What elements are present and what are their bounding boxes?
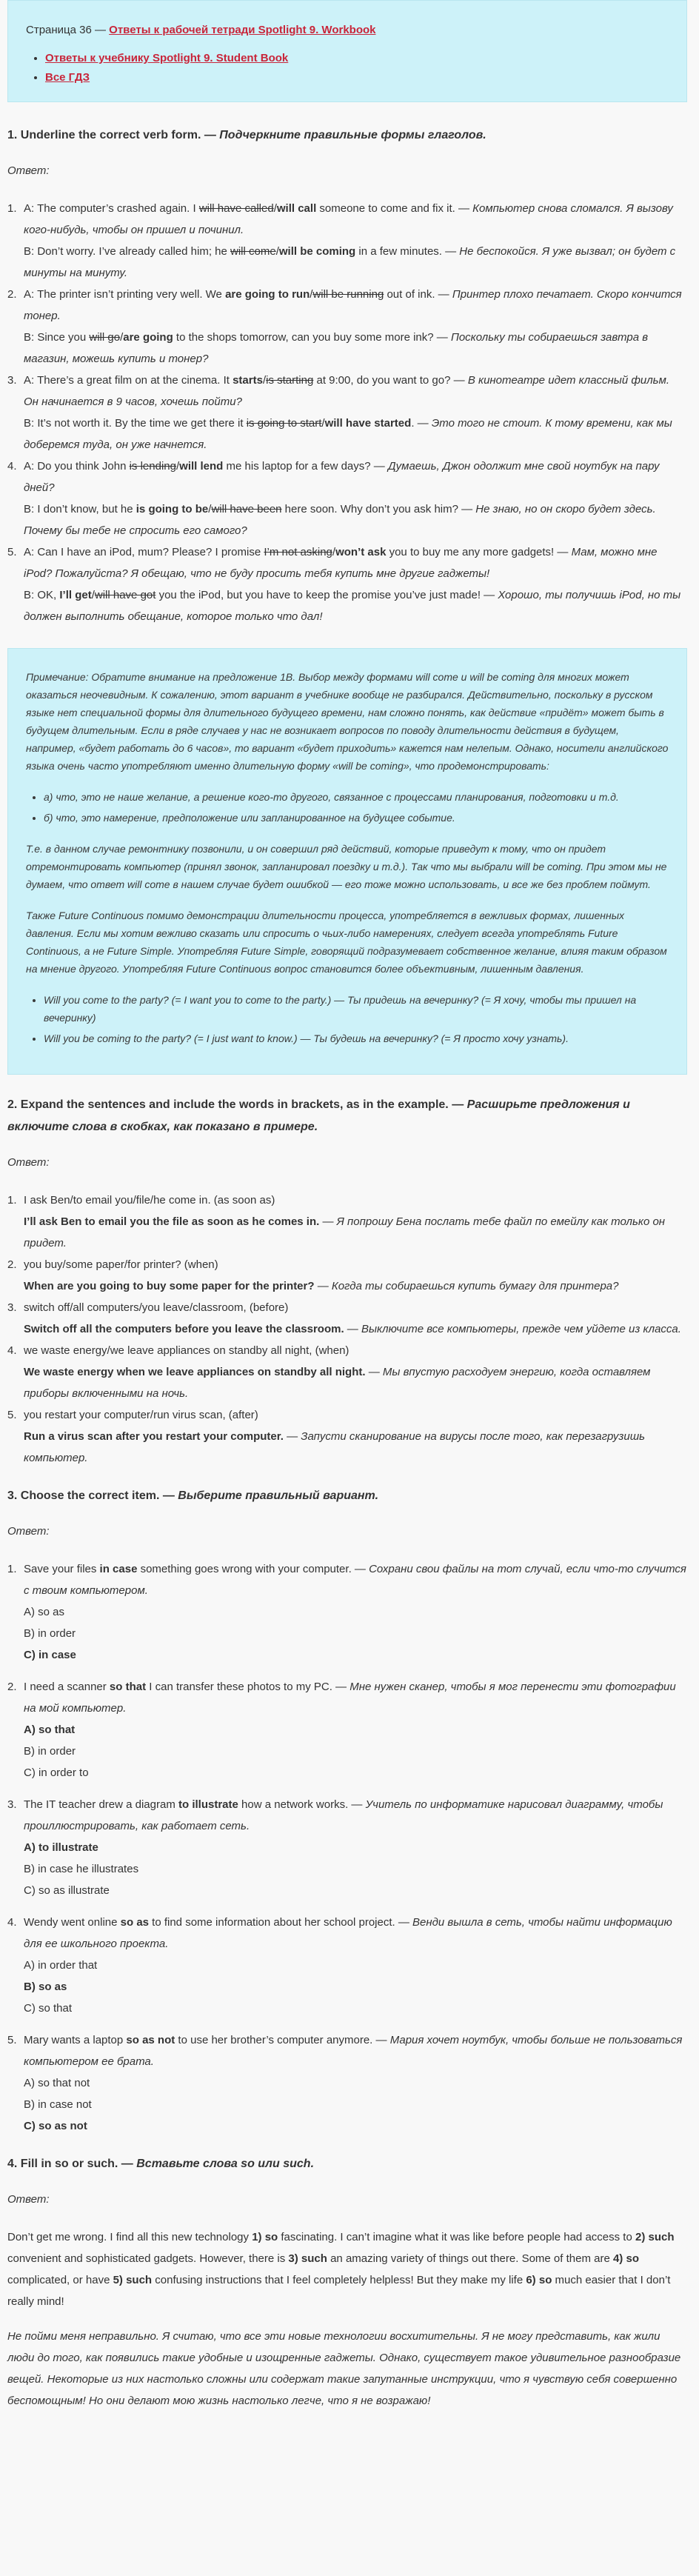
struck-option: is starting	[266, 374, 314, 387]
text-run: B: Since you	[24, 331, 90, 344]
answer-line	[24, 1211, 687, 1254]
exercise-1	[7, 124, 687, 627]
translation: Компьютер снова сломался. Я вызову кого-нибудь, чтобы он пришел и починил.	[24, 202, 673, 236]
answer-label: Ответ:	[7, 164, 50, 177]
student-book-link[interactable]: Ответы к учебнику Spotlight 9. Student Book	[45, 52, 289, 64]
note-list	[26, 788, 669, 827]
translation: Я попрошу Бена послать тебе файл по емейлу как только он придет.	[24, 1215, 666, 1249]
text-run: /	[332, 546, 336, 558]
page-prefix: Страница 36 —	[26, 24, 110, 36]
breadcrumb	[26, 21, 669, 39]
list-item	[7, 1404, 687, 1469]
correct-answer: so that	[109, 1681, 147, 1693]
list-item: • а) что, это не наше желание, а решение кого-то другого, связанное с процессами планирования, подготовки и т.д.	[44, 788, 669, 806]
item-number: 2.	[7, 1681, 17, 1693]
item-number: 4.	[7, 1344, 17, 1357]
answer-line	[24, 1361, 687, 1404]
struck-option: will come	[230, 245, 276, 258]
list-item	[7, 1254, 687, 1297]
translation: Хорошо, ты получишь iPod, но ты должен выполнить обещание, которое только что дал!	[24, 589, 681, 623]
exercise-title-en: 2. Expand the sentences and include the words in brackets, as in the example.	[7, 1098, 449, 1111]
text-run: Mary wants a laptop	[24, 2034, 127, 2046]
correct-answer: 6) so	[526, 2274, 552, 2286]
correct-option: B) so as	[24, 1981, 67, 1993]
exercise-2-title: 2. Expand the sentences and include the words in brackets, as in the example. — Расширьте предложения и включите слова в скобках, как показано в примере.	[7, 1098, 630, 1133]
list-item	[7, 456, 687, 541]
correct-answer: I’ll get	[59, 589, 92, 601]
exercise-2-list	[7, 1189, 687, 1469]
dialogue-line-a	[24, 198, 687, 241]
exercise-1-list	[7, 198, 687, 627]
list-item	[7, 284, 687, 370]
exercise-1-title: 1. Underline the correct verb form. — Подчеркните правильные формы глаголов.	[7, 129, 486, 141]
exercise-4-text	[7, 2226, 687, 2312]
list-item	[45, 69, 669, 87]
correct-answer: 5) such	[113, 2274, 153, 2286]
prompt-text: switch off/all computers/you leave/classroom, (before)	[24, 1301, 289, 1314]
text-run: A: The computer’s crashed again. I	[24, 202, 199, 215]
struck-option: will have been	[211, 503, 282, 515]
text-run: Wendy went online	[24, 1916, 121, 1929]
correct-option: A) to illustrate	[24, 1841, 98, 1854]
exercise-title-ru: Подчеркните правильные формы глаголов.	[219, 129, 486, 141]
translation: Запусти сканирование на вирусы после того, как перезагрузишь компьютер.	[24, 1430, 646, 1464]
text-run: A: There’s a great film on at the cinema. It	[24, 374, 233, 387]
text-run: A: Can I have an iPod, mum? Please? I promise	[24, 546, 264, 558]
translation: Мы впустую расходуем энергию, когда оставляем приборы включенными на ночь.	[24, 1366, 651, 1400]
answer-option: A) so that not	[24, 2077, 90, 2089]
dialogue-line-b	[24, 584, 687, 627]
translation: Учитель по информатике нарисовал диаграмму, чтобы проиллюстрировать, как работает сеть.	[24, 1798, 663, 1832]
answer-label: Ответ:	[7, 1156, 50, 1169]
list-item: • Will you be coming to the party? (= I just want to know.) — Ты будешь на вечеринку? (= Я просто хочу узнать).	[44, 1030, 669, 1047]
exercise-3-title: 3. Choose the correct item. — Выберите правильный вариант.	[7, 1489, 379, 1502]
text-run: at 9:00, do you want to go? —	[313, 374, 468, 387]
list-item	[7, 1794, 687, 1901]
answer-option: C) so as illustrate	[24, 1884, 110, 1897]
text-run: B: OK,	[24, 589, 60, 601]
note-examples-list	[26, 991, 669, 1047]
dialogue-line-a	[24, 370, 687, 413]
list-item: • б) что, это намерение, предположение или запланированное на будущее событие.	[44, 809, 669, 827]
question-text	[24, 1794, 687, 1837]
item-number: 3.	[7, 1301, 17, 1314]
prompt-text: I ask Ben/to email you/file/he come in. (as soon as)	[24, 1194, 275, 1207]
exercise-title-en: 1. Underline the correct verb form.	[7, 129, 201, 141]
text-run: /	[262, 374, 267, 387]
text-run: B: I don’t know, but he	[24, 503, 136, 515]
all-gdz-link[interactable]: Все ГДЗ	[45, 71, 90, 84]
item-number: 4.	[7, 460, 17, 473]
list-item: • Will you come to the party? (= I want you to come to the party.) — Ты придешь на вечеринку? (= Я хочу, чтобы ты пришел на вечеринку)	[44, 991, 669, 1027]
list-item	[7, 2029, 687, 2137]
text-run: I can transfer these photos to my PC. —	[146, 1681, 350, 1693]
list-item	[7, 1297, 687, 1340]
struck-option: I’m not asking	[264, 546, 332, 558]
answer-option: C) so that	[24, 2002, 73, 2015]
correct-answer: Switch off all the computers before you leave the classroom.	[24, 1323, 344, 1335]
correct-answer: won’t ask	[335, 546, 387, 558]
translation: Не знаю, но он скоро будет здесь. Почему бы тебе не спросить его самого?	[24, 503, 656, 537]
text-run: I need a scanner	[24, 1681, 110, 1693]
correct-answer: We waste energy when we leave appliances on standby all night.	[24, 1366, 366, 1378]
text-run: /	[321, 417, 325, 430]
translation: В кинотеатре идет классный фильм. Он начинается в 9 часов, хочешь пойти?	[24, 374, 670, 408]
correct-answer: to illustrate	[178, 1798, 238, 1811]
dialogue-line-b	[24, 327, 687, 370]
translation: Венди вышла в сеть, чтобы найти информацию для ее школьного проекта.	[24, 1916, 672, 1950]
text-run: /	[310, 288, 313, 301]
answer-option: B) in case he illustrates	[24, 1863, 139, 1875]
text-run: complicated, or have	[7, 2274, 113, 2286]
list-item	[7, 198, 687, 284]
text-run: something goes wrong with your computer. —	[137, 1563, 369, 1575]
text-run: Don’t get me wrong. I find all this new technology	[7, 2231, 252, 2243]
struck-option: will have got	[94, 589, 156, 601]
correct-option: C) in case	[24, 1649, 76, 1661]
text-run: in a few minutes. —	[355, 245, 460, 258]
translation: Поскольку ты собираешься завтра в магазин, можешь купить и тонер?	[24, 331, 649, 365]
dialogue-line-b	[24, 498, 687, 541]
related-links	[26, 50, 669, 87]
note-paragraph: Примечание: Обратите внимание на предложение 1B. Выбор между формами will come и will be coming для многих может оказаться неочевидным. К сожалению, этот вариант в учебнике вообще не разбирался. Действительно, поскольку в русском языке нет специальной формы для длительного будущего времени, нам сложно понять, как действие «придёт» может быть в будущем длительным. Если в рядe случаев у нас не возникает вопросов по поводу длительности действия в будущем, например, «будет работать до 6 часов», то вариант «будет приходить» кажется нам нелепым. Однако, носители английского языка очень часто употребляют именно длительную форму «will be coming», что продемонстрировать:	[26, 671, 669, 772]
question-text	[24, 2029, 687, 2072]
item-number: 3.	[7, 1798, 17, 1811]
answer-option: A) in order that	[24, 1959, 98, 1972]
correct-answer: 1) so	[252, 2231, 278, 2243]
item-number: 1.	[7, 202, 17, 215]
correct-answer: will lend	[179, 460, 224, 473]
answer-option: C) in order to	[24, 1766, 89, 1779]
correct-answer: so as not	[126, 2034, 175, 2046]
text-run: /	[273, 202, 277, 215]
text-run: to use her brother’s computer anymore. —	[175, 2034, 390, 2046]
list-item	[7, 1340, 687, 1404]
note-paragraph: Т.е. в данном случае ремонтнику позвонили, и он совершил ряд действий, которые приведут к тому, что он придет отремонтировать компьютер (принял звонок, запланировал поездку и т.д.). Так что мы выбрали will be coming. При этом мы не думаем, что ответ will come в нашем случае будет ошибкой — его тоже можно использовать, и все же без проблем поймут.	[26, 843, 667, 890]
struck-option: will go	[89, 331, 121, 344]
text-run: —	[283, 1430, 301, 1443]
answer-label: Ответ:	[7, 1525, 50, 1538]
correct-answer: will call	[276, 202, 317, 215]
list-item	[7, 370, 687, 456]
translation: Сохрани свои файлы на тот случай, если что-то случится с твоим компьютером.	[24, 1563, 686, 1597]
translation: Принтер плохо печатает. Скоро кончится тонер.	[24, 288, 682, 322]
text-run: out of ink. —	[384, 288, 452, 301]
answer-label: Ответ:	[7, 2193, 50, 2206]
item-number: 1.	[7, 1563, 17, 1575]
prompt-text: you buy/some paper/for printer? (when)	[24, 1258, 218, 1271]
correct-answer: 4) so	[612, 2252, 639, 2265]
text-run: how a network works. —	[238, 1798, 366, 1811]
text-run: much easier that I don’t really mind!	[7, 2274, 671, 2308]
question-text	[24, 1912, 687, 1955]
exercise-4-translation: Не пойми меня неправильно. Я считаю, что все эти новые технологии восхитительны. Я не могу представить, как жили люди до того, как появились такие удобные и изощренные гаджеты. Однако, существует такое удивительное разнообразие вещей. Некоторые из них настолько сложны или содержат такие запутанные инструкции, что я чувствую себя совершенно беспомощным! Но они делают мою жизнь настолько легче, что я не возражаю!	[7, 2330, 681, 2407]
answer-option: B) in order	[24, 1627, 76, 1640]
correct-option: C) so as not	[24, 2120, 87, 2132]
exercise-title-en: 3. Choose the correct item.	[7, 1489, 160, 1502]
note-paragraph: Также Future Continuous помимо демонстрации длительности процесса, употребляется в вежливых формах, лишенных давления. Если мы хотим вежливо сказать или спросить о чьих-либо намерениях, следует всегда употреблять Future Continuous, а не Future Simple. Употребляя Future Simple, говорящий подразумевает собственное желание, влияя таким образом на мнение другого. Употребляя Future Continuous вопрос становится более объективным, лишенным давления.	[26, 910, 667, 975]
text-run: to the shops tomorrow, can you buy some more ink? —	[173, 331, 451, 344]
text-run: an amazing variety of things out there. Some of them are	[327, 2252, 613, 2265]
breadcrumb-box	[7, 0, 687, 102]
translation: Это того не стоит. К тому времени, как мы доберемся туда, он уже начнется.	[24, 417, 672, 451]
text-run: B: Don’t worry. I’ve already called him; he	[24, 245, 231, 258]
prompt-text: we waste energy/we leave appliances on standby all night, (when)	[24, 1344, 350, 1357]
item-number: 5.	[7, 2034, 17, 2046]
text-run: —	[319, 1215, 337, 1228]
list-item	[7, 1189, 687, 1254]
answer-option: B) in order	[24, 1745, 76, 1758]
list-item	[7, 1558, 687, 1666]
list-item	[7, 1912, 687, 2019]
dialogue-line-a	[24, 284, 687, 327]
correct-answer: starts	[233, 374, 263, 387]
correct-answer: 2) such	[635, 2231, 675, 2243]
item-number: 5.	[7, 546, 17, 558]
text-run: /	[275, 245, 279, 258]
text-run: /	[120, 331, 124, 344]
correct-answer: When are you going to buy some paper for the printer?	[24, 1280, 315, 1292]
answer-line	[24, 1318, 687, 1340]
item-number: 4.	[7, 1916, 17, 1929]
correct-answer: will have started	[324, 417, 412, 430]
correct-answer: so as	[120, 1916, 149, 1929]
text-run: confusing instructions that I feel completely helpless! But they make my life	[152, 2274, 526, 2286]
correct-answer: is going to be	[136, 503, 209, 515]
text-run: A: The printer isn’t printing very well. We	[24, 288, 226, 301]
prompt-text: you restart your computer/run virus scan, (after)	[24, 1409, 258, 1421]
text-run: A: Do you think John	[24, 460, 130, 473]
question-text	[24, 1676, 687, 1719]
exercise-4	[7, 2153, 687, 2412]
text-run: fascinating. I can’t imagine what it was like before people had access to	[278, 2231, 635, 2243]
item-number: 2.	[7, 288, 17, 301]
translation: Когда ты собираешься купить бумагу для принтера?	[331, 1280, 619, 1292]
text-run: —	[365, 1366, 383, 1378]
correct-answer: in case	[99, 1563, 138, 1575]
correct-answer: are going	[123, 331, 173, 344]
list-item	[7, 1676, 687, 1783]
translation: Мам, можно мне iPod? Пожалуйста? Я обещаю, что не буду просить тебя купить мне другие гаджеты!	[24, 546, 658, 580]
translation: Думаешь, Джон одолжит мне свой ноутбук на пару дней?	[24, 460, 660, 494]
struck-option: is lending	[129, 460, 176, 473]
dialogue-line-b	[24, 413, 687, 456]
item-number: 2.	[7, 1258, 17, 1271]
exercise-title-en: 4. Fill in so or such.	[7, 2158, 118, 2170]
exercise-4-title: 4. Fill in so or such. — Вставьте слова so или such.	[7, 2158, 315, 2170]
text-run: Save your files	[24, 1563, 100, 1575]
answer-line	[24, 1275, 687, 1297]
correct-answer: are going to run	[225, 288, 310, 301]
list-item	[7, 541, 687, 627]
text-run: /	[91, 589, 95, 601]
text-run: here soon. Why don’t you ask him? —	[281, 503, 476, 515]
answer-option: B) in case not	[24, 2098, 92, 2111]
text-run: . —	[411, 417, 432, 430]
text-run: to find some information about her school project. —	[149, 1916, 413, 1929]
translation: Мне нужен сканер, чтобы я мог перенести эти фотографии на мой компьютер.	[24, 1681, 676, 1715]
workbook-link[interactable]: Ответы к рабочей тетради Spotlight 9. Workbook	[109, 24, 376, 36]
text-run: —	[344, 1323, 361, 1335]
correct-answer: Run a virus scan after you restart your computer.	[24, 1430, 284, 1443]
item-number: 5.	[7, 1409, 17, 1421]
text-run: someone to come and fix it. —	[316, 202, 473, 215]
text-run: you to buy me any more gadgets! —	[386, 546, 572, 558]
exercise-3-list	[7, 1558, 687, 2137]
correct-option: A) so that	[24, 1724, 76, 1736]
text-run: —	[314, 1280, 332, 1292]
struck-option: will have called	[198, 202, 274, 215]
text-run: The IT teacher drew a diagram	[24, 1798, 178, 1811]
list-item	[45, 50, 669, 67]
exercise-3	[7, 1485, 687, 2137]
correct-answer: I’ll ask Ben to email you the file as soon as he comes in.	[24, 1215, 320, 1228]
answer-option: A) so as	[24, 1606, 65, 1618]
dialogue-line-b	[24, 241, 687, 284]
dialogue-line-a	[24, 541, 687, 584]
dialogue-line-a	[24, 456, 687, 498]
correct-answer: will be coming	[278, 245, 356, 258]
text-run: /	[208, 503, 212, 515]
question-text	[24, 1558, 687, 1601]
text-run: B: It’s not worth it. By the time we get there it	[24, 417, 247, 430]
text-run: me his laptop for a few days? —	[223, 460, 388, 473]
exercise-title-ru: Выберите правильный вариант.	[178, 1489, 379, 1502]
exercise-title-ru: Расширьте предложения и включите слова в скобках, как показано в примере.	[7, 1098, 630, 1133]
note-box	[7, 648, 687, 1075]
struck-option: will be running	[312, 288, 384, 301]
translation: Мария хочет ноутбук, чтобы больше не пользоваться компьютером ее брата.	[24, 2034, 683, 2068]
translation: Выключите все компьютеры, прежде чем уйдете из класса.	[361, 1323, 681, 1335]
item-number: 3.	[7, 374, 17, 387]
exercise-title-ru: Вставьте слова so или such.	[136, 2158, 315, 2170]
answer-line	[24, 1426, 687, 1469]
text-run: you the iPod, but you have to keep the promise you’ve just made! —	[155, 589, 498, 601]
text-run: convenient and sophisticated gadgets. However, there is	[7, 2252, 289, 2265]
item-number: 1.	[7, 1194, 17, 1207]
text-run: /	[175, 460, 180, 473]
struck-option: is going to start	[246, 417, 322, 430]
correct-answer: 3) such	[288, 2252, 327, 2265]
exercise-2	[7, 1094, 687, 1469]
translation: Не беспокойся. Я уже вызвал; он будет с минуты на минуту.	[24, 245, 676, 279]
